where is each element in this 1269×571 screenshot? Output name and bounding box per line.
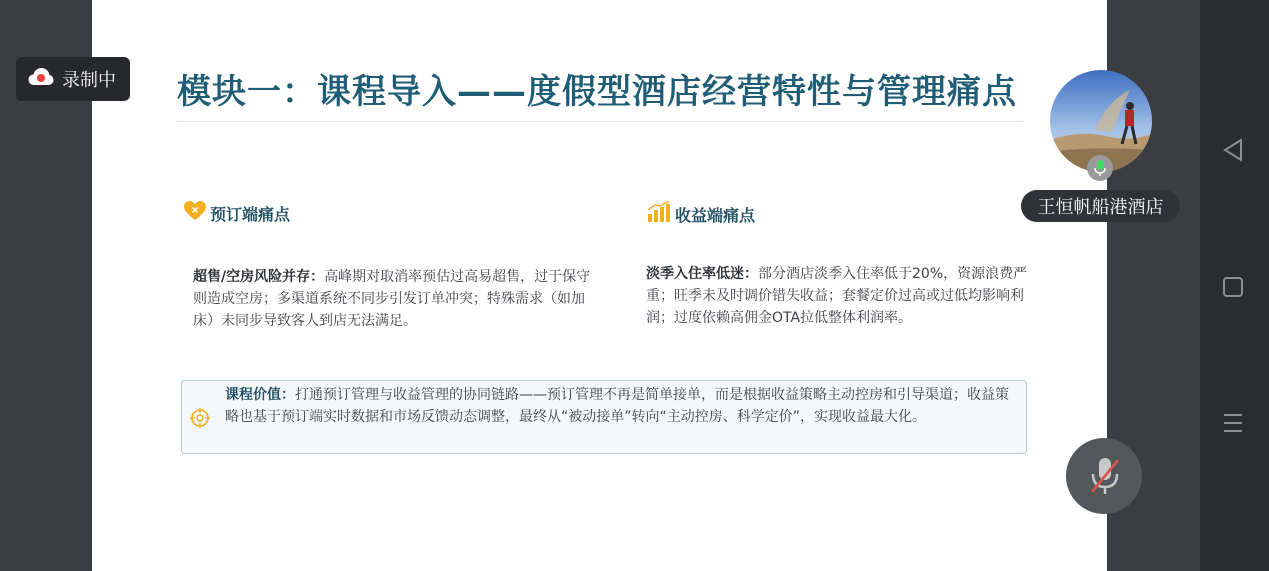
revenue-pain-heading — [647, 201, 755, 227]
course-value-text — [225, 384, 1015, 428]
revenue-pain-text — [646, 263, 1051, 329]
revenue-pain-title: 收益端痛点 — [675, 205, 756, 225]
heart-icon — [184, 201, 206, 225]
mic-muted-icon — [1088, 456, 1122, 500]
mute-button[interactable] — [1066, 438, 1142, 514]
revenue-pain-bold: 淡季入住率低迷： — [646, 266, 758, 282]
title-divider — [177, 121, 1023, 122]
back-triangle-icon[interactable] — [1222, 138, 1244, 166]
bar-chart-icon — [647, 201, 671, 227]
presentation-slide — [92, 0, 1107, 571]
course-value-bold: 课程价值： — [225, 387, 295, 403]
slide-title: 模块一：课程导入——度假型酒店经营特性与管理痛点 — [177, 72, 1017, 112]
participant-name-tag: 王恒帆船港酒店 — [1021, 190, 1180, 222]
course-value-body: 打通预订管理与收益管理的协同链路——预订管理不再是简单接单，而是根据收益策略主动控房和引导渠道；收益策略也基于预订端实时数据和市场反馈动态调整，最终从“被动接单”转向“主动控房、科学定价”，实现收益最大化。 — [225, 387, 1009, 425]
booking-pain-title: 预订端痛点 — [210, 204, 291, 224]
target-icon — [190, 408, 210, 432]
course-value-box — [181, 380, 1027, 454]
booking-pain-body: 高峰期对取消率预估过高易超售，过于保守则造成空房；多渠道系统不同步引发订单冲突；特殊需求（如加床）未同步导致客人到店无法满足。 — [193, 269, 591, 329]
recording-indicator[interactable] — [16, 57, 130, 101]
menu-lines-icon[interactable] — [1222, 412, 1244, 438]
cloud-record-icon — [28, 67, 54, 92]
recording-label: 录制中 — [62, 70, 116, 91]
booking-pain-heading — [184, 201, 290, 225]
booking-pain-bold: 超售/空房风险并存： — [193, 269, 325, 285]
booking-pain-text — [193, 266, 603, 332]
revenue-pain-body: 部分酒店淡季入住率低于20%，资源浪费严重；旺季未及时调价错失收益；套餐定价过高或过低均影响利润；过度依赖高佣金OTA拉低整体利润率。 — [646, 266, 1028, 326]
home-square-icon[interactable] — [1222, 276, 1244, 302]
mic-active-icon — [1087, 155, 1113, 181]
